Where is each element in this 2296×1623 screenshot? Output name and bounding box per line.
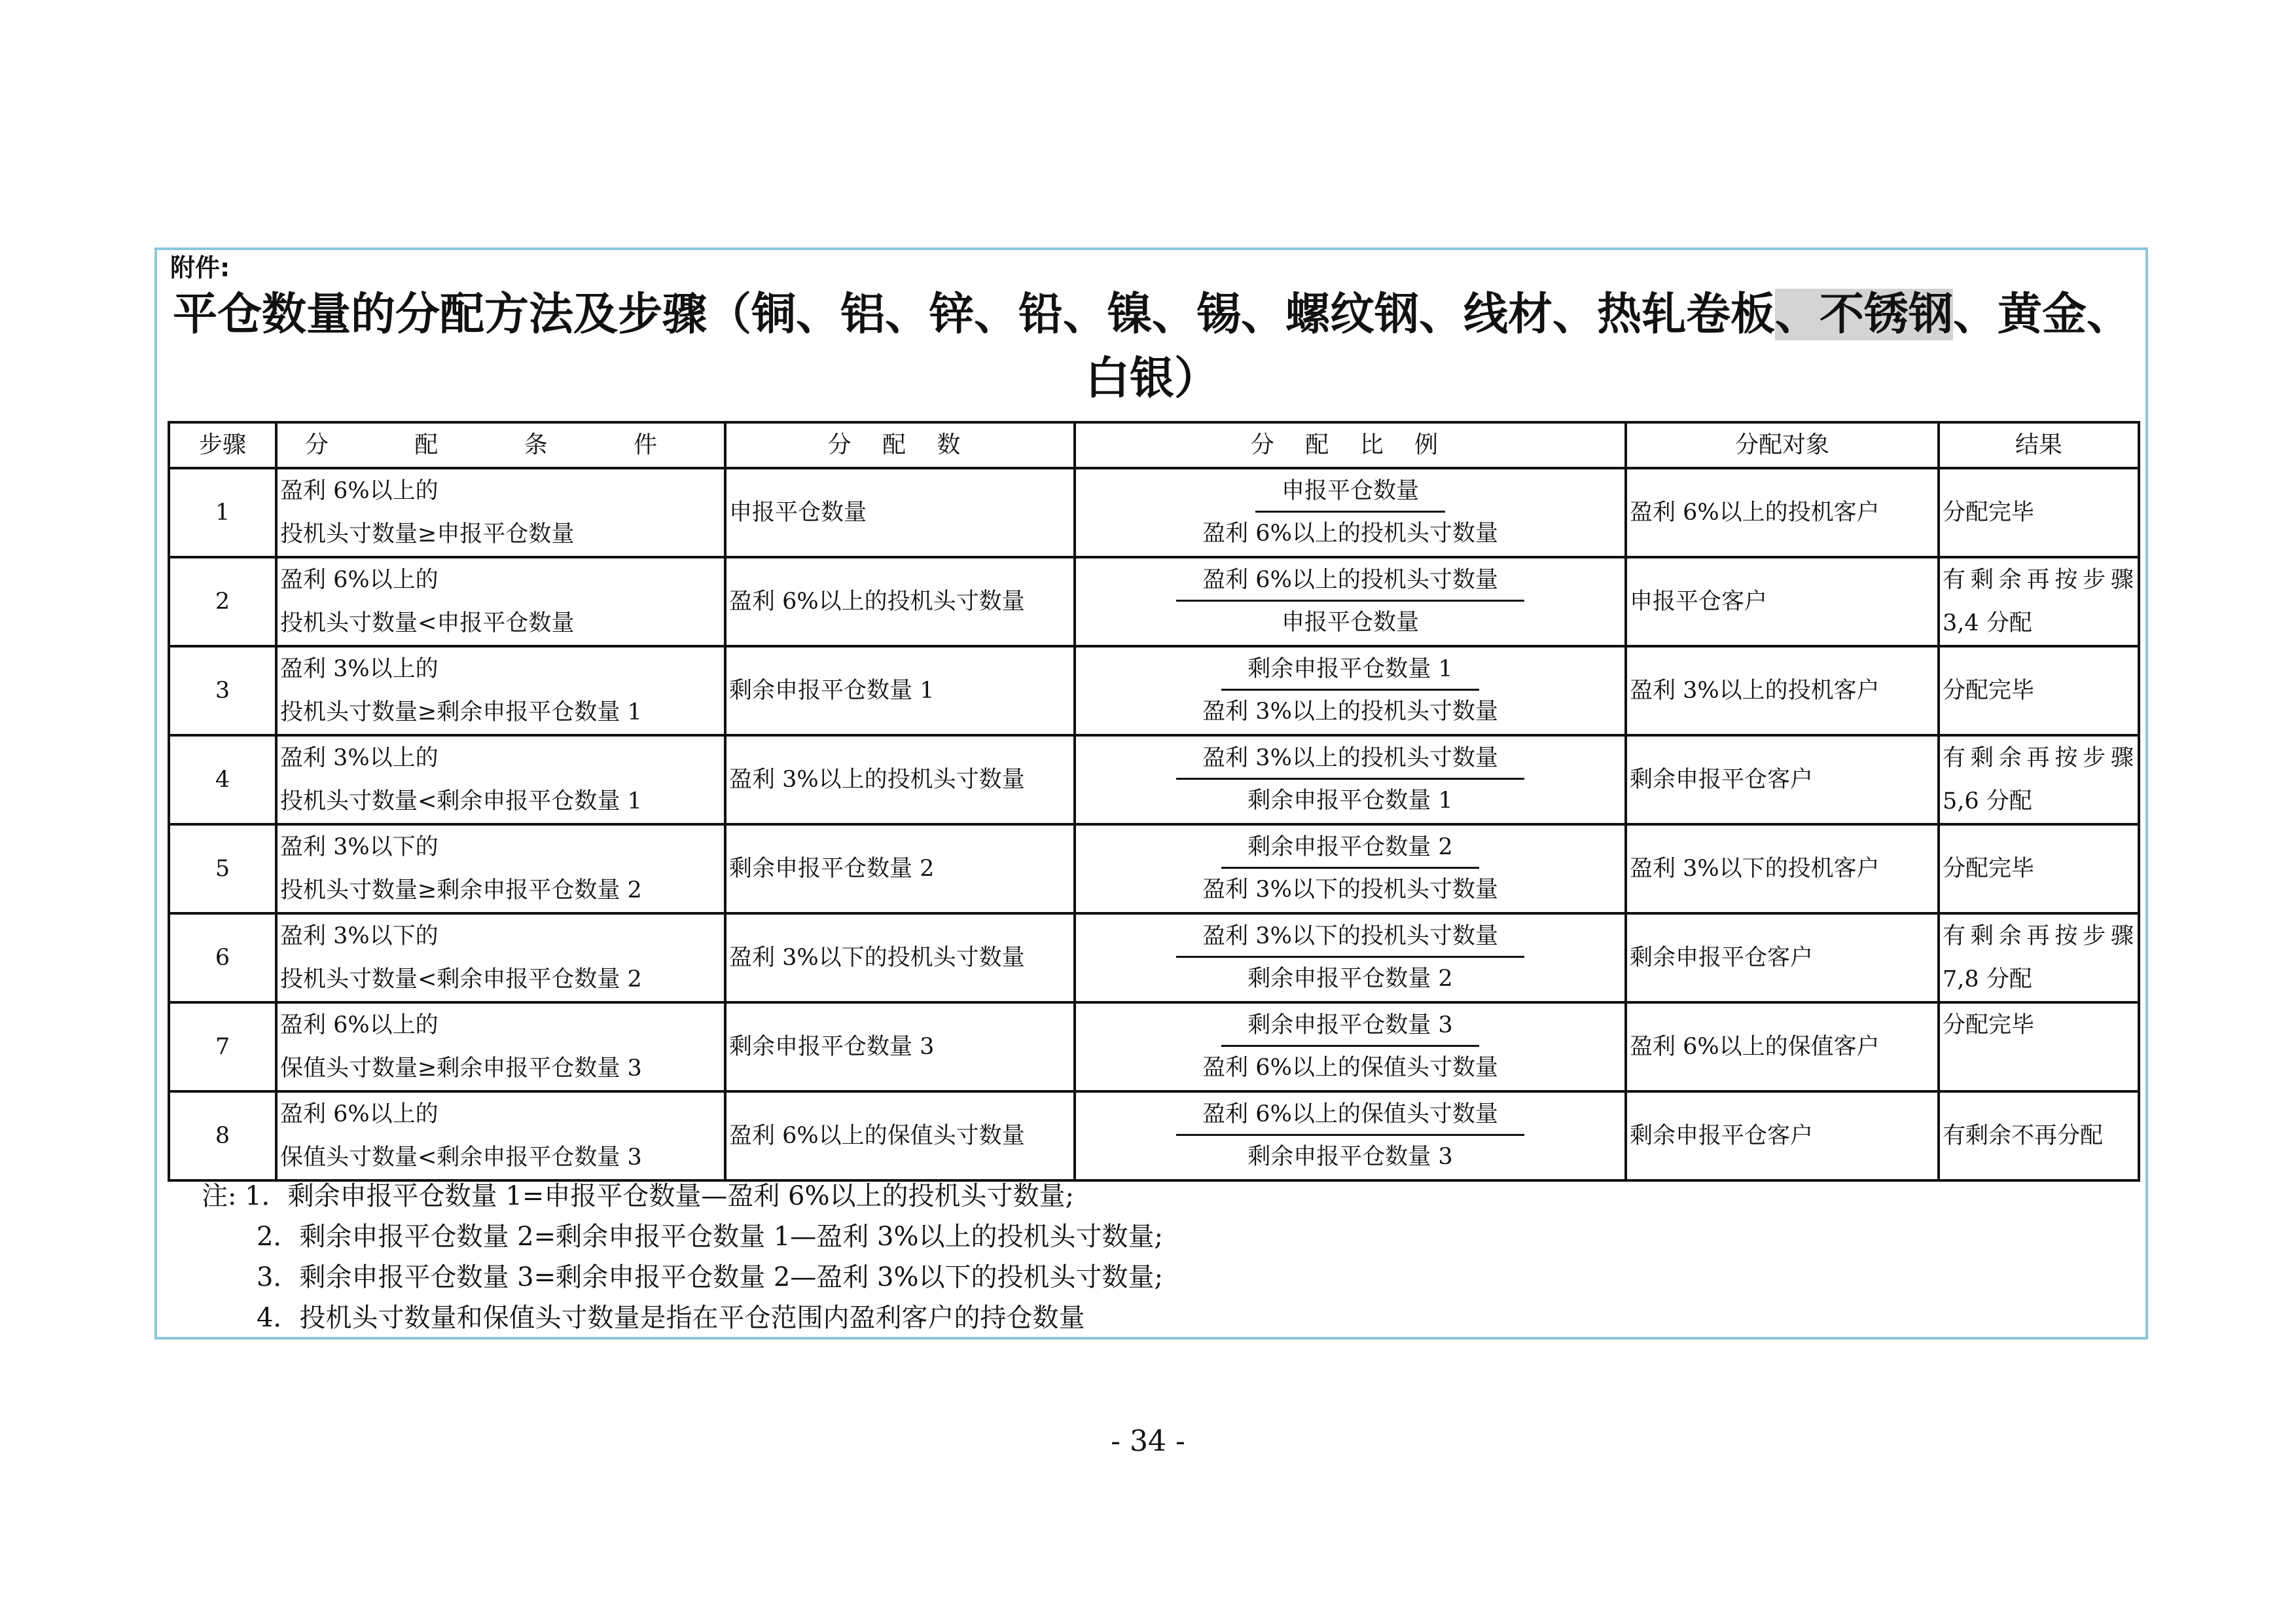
- condition-line: 投机头寸数量≥剩余申报平仓数量 2: [280, 877, 642, 903]
- header-step: 步骤: [169, 422, 276, 468]
- ratio-denominator: 剩余申报平仓数量 3: [1247, 1143, 1453, 1170]
- result-cell: 分配完毕: [1939, 646, 2139, 735]
- result-cell: 分配完毕: [1939, 1002, 2139, 1091]
- step-cell: 2: [169, 557, 276, 646]
- ratio-cell: [1075, 735, 1626, 824]
- target-cell: 剩余申报平仓客户: [1626, 735, 1939, 824]
- ratio-cell: [1075, 468, 1626, 557]
- title-highlight: 、不锈钢: [1774, 289, 1953, 340]
- target-cell: 盈利 6%以上的保值客户: [1626, 1002, 1939, 1091]
- table-row: [169, 646, 2139, 735]
- result-cell: 有剩余不再分配: [1939, 1091, 2139, 1180]
- header-target: 分配对象: [1626, 422, 1939, 468]
- condition-line: 盈利 3%以上的: [280, 656, 439, 682]
- ratio-denominator: 剩余申报平仓数量 1: [1247, 787, 1453, 814]
- condition-line: 盈利 3%以下的: [280, 834, 439, 860]
- ratio-numerator: 剩余申报平仓数量 1: [1221, 649, 1479, 691]
- amount-cell: 盈利 3%以下的投机头寸数量: [725, 913, 1075, 1002]
- condition-cell: [276, 913, 725, 1002]
- step-cell: 4: [169, 735, 276, 824]
- header-result: 结果: [1939, 422, 2139, 468]
- ratio-numerator: 盈利 3%以下的投机头寸数量: [1176, 917, 1524, 958]
- table-row: [169, 1002, 2139, 1091]
- target-cell: 剩余申报平仓客户: [1626, 1091, 1939, 1180]
- condition-line: 盈利 6%以上的: [280, 478, 439, 504]
- table-row: [169, 913, 2139, 1002]
- title-line-1: [157, 283, 2147, 347]
- header-amount: 分 配 数: [725, 422, 1075, 468]
- amount-cell: 剩余申报平仓数量 2: [725, 824, 1075, 913]
- ratio-denominator: 申报平仓数量: [1281, 609, 1419, 636]
- table-row: [169, 824, 2139, 913]
- condition-line: 盈利 3%以下的: [280, 923, 439, 949]
- table-row: [169, 468, 2139, 557]
- attachment-label: 附件:: [170, 253, 230, 282]
- ratio-cell: [1075, 913, 1626, 1002]
- table-header-row: [169, 422, 2139, 468]
- header-condition: 分 配 条 件: [276, 422, 725, 468]
- ratio-numerator: 剩余申报平仓数量 2: [1221, 828, 1479, 869]
- result-cell: 有剩余再按步骤 7,8 分配: [1939, 913, 2139, 1002]
- condition-cell: [276, 1091, 725, 1180]
- amount-cell: 剩余申报平仓数量 3: [725, 1002, 1075, 1091]
- condition-cell: [276, 468, 725, 557]
- page-number: - 34 -: [1111, 1425, 1185, 1458]
- ratio-numerator: 盈利 6%以上的投机头寸数量: [1176, 560, 1524, 602]
- note-line: 2．剩余申报平仓数量 2=剩余申报平仓数量 1—盈利 3%以上的投机头寸数量;: [257, 1222, 1163, 1252]
- step-cell: 3: [169, 646, 276, 735]
- notes-section: [202, 1176, 1163, 1338]
- header-ratio: 分 配 比 例: [1075, 422, 1626, 468]
- step-cell: 7: [169, 1002, 276, 1091]
- ratio-cell: [1075, 1002, 1626, 1091]
- result-cell: 有剩余再按步骤 3,4 分配: [1939, 557, 2139, 646]
- condition-line: 投机头寸数量<剩余申报平仓数量 1: [280, 788, 642, 814]
- result-cell: 有剩余再按步骤 5,6 分配: [1939, 735, 2139, 824]
- condition-line: 盈利 6%以上的: [280, 567, 439, 593]
- ratio-cell: [1075, 1091, 1626, 1180]
- ratio-numerator: 盈利 6%以上的保值头寸数量: [1176, 1095, 1524, 1136]
- condition-line: 投机头寸数量<剩余申报平仓数量 2: [280, 966, 642, 993]
- title-line-2: 白银）: [1085, 353, 1219, 405]
- condition-line: 投机头寸数量<申报平仓数量: [280, 610, 575, 636]
- condition-cell: [276, 824, 725, 913]
- ratio-denominator: 盈利 3%以下的投机头寸数量: [1202, 876, 1498, 903]
- condition-line: 盈利 6%以上的: [280, 1012, 439, 1038]
- target-cell: 申报平仓客户: [1626, 557, 1939, 646]
- amount-cell: 申报平仓数量: [725, 468, 1075, 557]
- title-text-end: 、黄金、: [1953, 289, 2132, 340]
- target-cell: 盈利 3%以上的投机客户: [1626, 646, 1939, 735]
- ratio-numerator: 盈利 3%以上的投机头寸数量: [1176, 739, 1524, 780]
- result-cell: 分配完毕: [1939, 824, 2139, 913]
- note-line: 4．投机头寸数量和保值头寸数量是指在平仓范围内盈利客户的持仓数量: [257, 1303, 1085, 1333]
- step-cell: 8: [169, 1091, 276, 1180]
- condition-line: 保值头寸数量<剩余申报平仓数量 3: [280, 1144, 642, 1171]
- target-cell: 剩余申报平仓客户: [1626, 913, 1939, 1002]
- ratio-denominator: 剩余申报平仓数量 2: [1247, 965, 1453, 992]
- table-row: [169, 557, 2139, 646]
- condition-cell: [276, 557, 725, 646]
- target-cell: 盈利 6%以上的投机客户: [1626, 468, 1939, 557]
- condition-cell: [276, 1002, 725, 1091]
- ratio-cell: [1075, 646, 1626, 735]
- amount-cell: 盈利 6%以上的投机头寸数量: [725, 557, 1075, 646]
- ratio-cell: [1075, 824, 1626, 913]
- ratio-cell: [1075, 557, 1626, 646]
- target-cell: 盈利 3%以下的投机客户: [1626, 824, 1939, 913]
- table-row: [169, 735, 2139, 824]
- condition-line: 投机头寸数量≥剩余申报平仓数量 1: [280, 699, 642, 725]
- note-line: 注: 1．剩余申报平仓数量 1=申报平仓数量—盈利 6%以上的投机头寸数量;: [202, 1181, 1074, 1211]
- condition-line: 投机头寸数量≥申报平仓数量: [280, 521, 575, 547]
- condition-cell: [276, 735, 725, 824]
- title-text: 平仓数量的分配方法及步骤（铜、铝、锌、铅、镍、锡、螺纹钢、线材、热轧卷板: [172, 289, 1775, 340]
- step-cell: 6: [169, 913, 276, 1002]
- ratio-numerator: 申报平仓数量: [1255, 471, 1445, 513]
- step-cell: 1: [169, 468, 276, 557]
- condition-cell: [276, 646, 725, 735]
- amount-cell: 盈利 3%以上的投机头寸数量: [725, 735, 1075, 824]
- note-line: 3．剩余申报平仓数量 3=剩余申报平仓数量 2—盈利 3%以下的投机头寸数量;: [257, 1262, 1163, 1292]
- amount-cell: 盈利 6%以上的保值头寸数量: [725, 1091, 1075, 1180]
- table-row: [169, 1091, 2139, 1180]
- step-cell: 5: [169, 824, 276, 913]
- condition-line: 保值头寸数量≥剩余申报平仓数量 3: [280, 1055, 642, 1082]
- condition-line: 盈利 3%以上的: [280, 745, 439, 771]
- condition-line: 盈利 6%以上的: [280, 1101, 439, 1127]
- allocation-table: [168, 421, 2140, 1182]
- ratio-numerator: 剩余申报平仓数量 3: [1221, 1006, 1479, 1047]
- ratio-denominator: 盈利 3%以上的投机头寸数量: [1202, 698, 1498, 725]
- amount-cell: 剩余申报平仓数量 1: [725, 646, 1075, 735]
- ratio-denominator: 盈利 6%以上的保值头寸数量: [1202, 1054, 1498, 1081]
- page-title: [157, 283, 2147, 411]
- ratio-denominator: 盈利 6%以上的投机头寸数量: [1202, 520, 1498, 547]
- result-cell: 分配完毕: [1939, 468, 2139, 557]
